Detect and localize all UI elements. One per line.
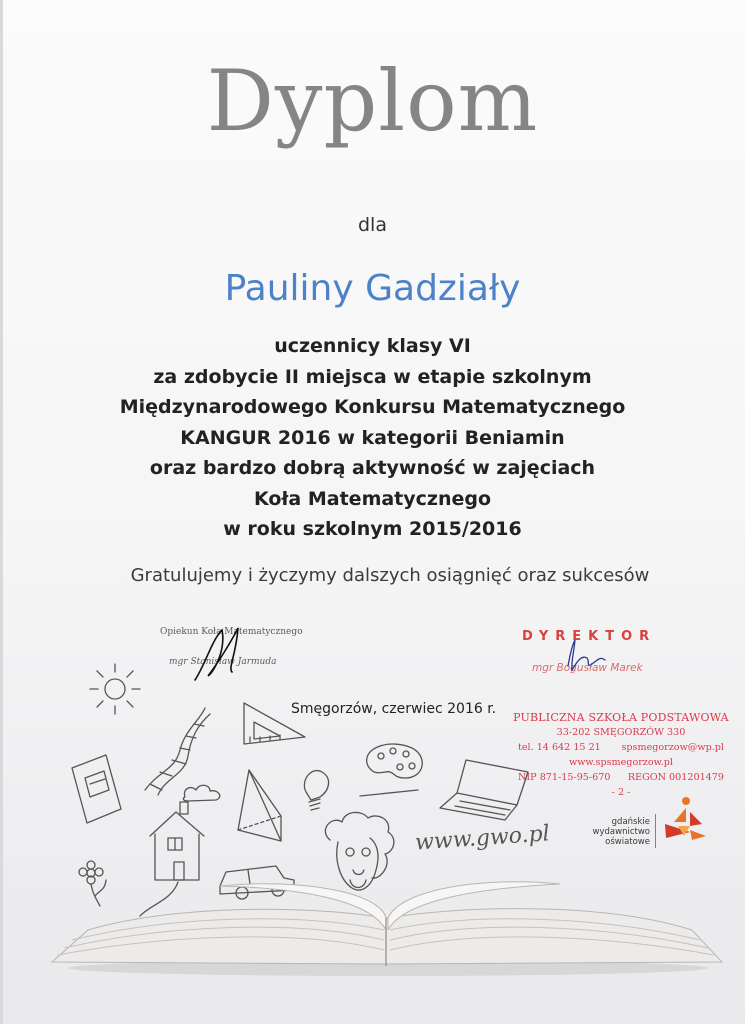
for-word: dla xyxy=(358,214,387,236)
director-signature xyxy=(568,640,605,670)
supervisor-role: Opiekun Koła Matematycznego xyxy=(160,627,303,637)
car-icon xyxy=(220,866,294,899)
stamp-address: 33-202 SMĘGORZÓW 330 xyxy=(556,727,686,738)
stamp-school-name: PUBLICZNA SZKOŁA PODSTAWOWA xyxy=(513,711,729,724)
set-square-icon xyxy=(244,703,305,744)
stamp-phone: tel. 14 642 15 21 xyxy=(518,742,601,753)
award-line: oraz bardzo dobrą aktywność w zajęciach xyxy=(149,457,596,479)
open-book-icon xyxy=(52,882,722,976)
stamp-code: - 2 - xyxy=(611,787,631,798)
greeting: Gratulujemy i życzymy dalszych osiągnięć oraz sukcesów xyxy=(130,565,650,586)
publisher-line: wydawnictwo xyxy=(592,827,650,837)
director-name: mgr Bogusław Marek xyxy=(532,662,643,674)
laptop-icon xyxy=(440,760,528,820)
publisher-website: www.gwo.pl xyxy=(414,821,551,856)
publisher-logo-icon xyxy=(665,797,706,840)
award-line: uczennicy klasy VI xyxy=(274,335,471,357)
award-line: za zdobycie II miejsca w etapie szkolnym xyxy=(153,365,592,388)
award-line: Międzynarodowego Konkursu Matematycznego xyxy=(119,396,626,418)
award-line: w roku szkolnym 2015/2016 xyxy=(223,518,522,540)
house-icon xyxy=(140,802,204,916)
pyramid-icon xyxy=(238,770,281,841)
award-line: KANGUR 2016 w kategorii Beniamin xyxy=(180,426,565,449)
director-role: DYREKTOR xyxy=(522,629,657,644)
notebook-icon xyxy=(72,755,121,823)
sun-icon xyxy=(90,664,140,714)
publisher-line: gdańskie xyxy=(611,817,650,827)
publisher-line: oświatowe xyxy=(605,837,650,847)
dna-icon xyxy=(145,708,210,795)
stamp-www: www.spsmegorzow.pl xyxy=(569,757,673,768)
stamp-email: spsmegorzow@wp.pl xyxy=(621,742,724,753)
recipient-name: Pauliny Gadziały xyxy=(224,268,521,309)
diploma-title: Dyplom xyxy=(206,52,539,150)
award-line: Koła Matematycznego xyxy=(253,487,492,510)
supervisor-name: mgr Stanisław Jarmuda xyxy=(169,657,277,667)
palette-icon xyxy=(360,744,422,796)
scientist-icon xyxy=(325,812,393,890)
flower-icon xyxy=(79,861,106,906)
cloud-icon xyxy=(183,785,219,801)
stamp-regon: REGON 001201479 xyxy=(627,772,724,783)
light-bulb-icon xyxy=(304,771,328,810)
supervisor-signature xyxy=(195,628,238,680)
place-and-date: Smęgorzów, czerwiec 2016 r. xyxy=(291,701,497,717)
stamp-nip: NIP 871-15-95-670 xyxy=(518,772,611,783)
